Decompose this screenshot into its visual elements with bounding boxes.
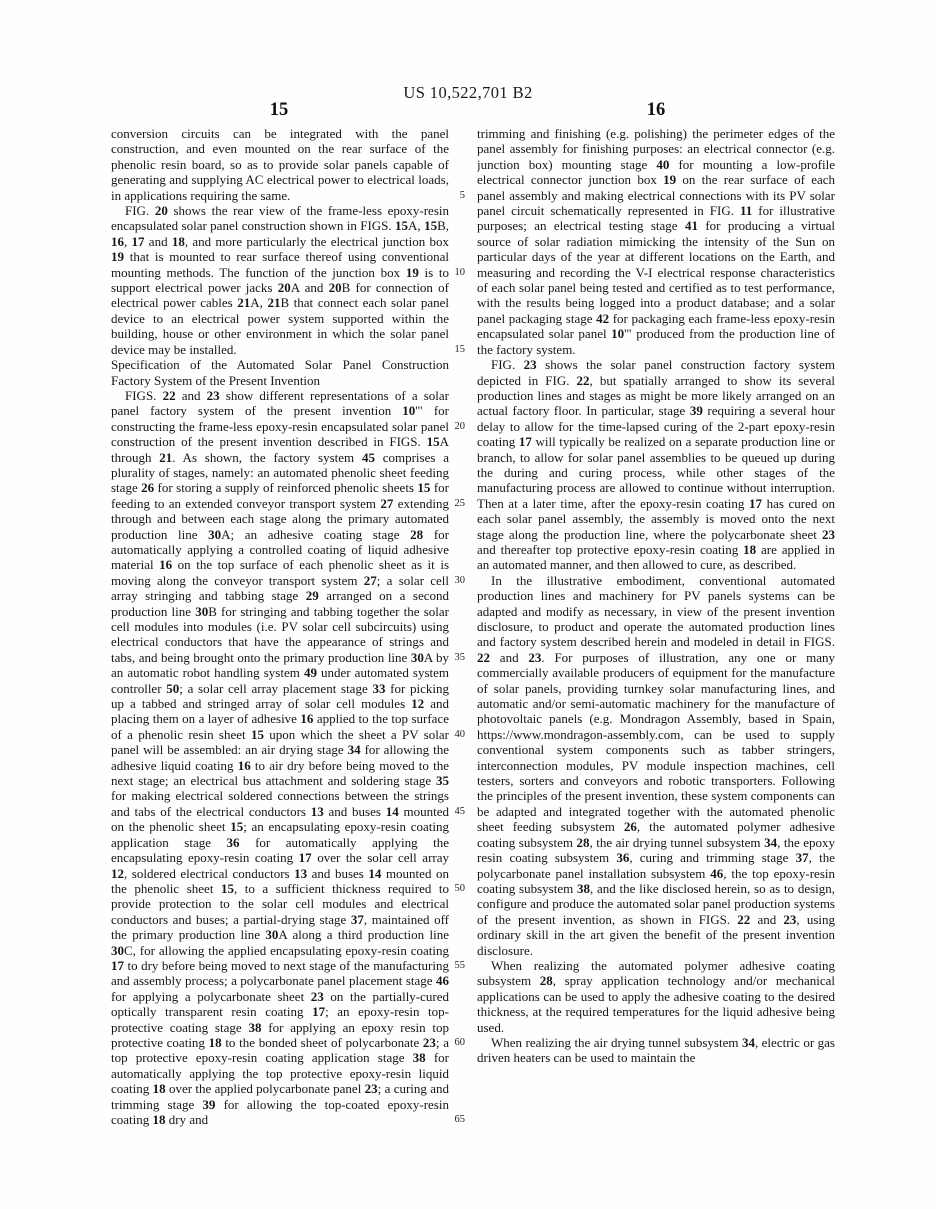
- reference-numeral: 15: [417, 480, 431, 496]
- line-number: 15: [454, 343, 465, 355]
- reference-numeral: 30: [208, 526, 222, 542]
- reference-numeral: 34: [741, 1034, 755, 1050]
- column-number-left: 15: [269, 100, 289, 120]
- reference-numeral: 28: [576, 834, 590, 850]
- reference-numeral: 16: [237, 757, 251, 773]
- reference-numeral: 12: [411, 696, 425, 712]
- reference-numeral: 26: [623, 819, 637, 835]
- reference-numeral: 18: [152, 1112, 166, 1127]
- line-number: 5: [459, 189, 465, 201]
- reference-numeral: 41: [684, 218, 698, 234]
- reference-numeral: 21: [237, 295, 251, 311]
- paragraph: FIGS. 22 and 23 show different representations of a solar panel factory system of the present invention 10'" for constructing the frame-less epoxy-resin encapsulated solar panel construction of the present invention described in FIGS. 15A through 21. As shown, the factory system 45 comprises a plurality of stages, namely: an automated phenolic sheet feeding stage 26 for storing a supply of reinforced phenolic sheets 15 for feeding to an extended conveyor transport system 27 extending through and between each stage along the primary automated production line 30A; an adhesive coating stage 28 for automatically applying a controlled coating of liquid adhesive material 16 on the top surface of each phenolic sheet as it is moving along the conveyor transport system 27; a solar cell array stringing and tabbing stage 29 arranged on a second production line 30B for stringing and tabbing together the solar cell modules into modules (i.e. PV solar cell subcircuits) using electrical conductors that have the appearance of strings and tabs, and being brought onto the primary production line 30A by an automatic robot handling system 49 under automated system controller 50; a solar cell array placement stage 33 for picking up a tabbed and stringed array of solar cell modules 12 and placing them on a layer of adhesive 16 applied to the top surface of a phenolic resin sheet 15 upon which the sheet a PV solar panel will be assembled: an air drying stage 34 for allowing the adhesive liquid coating 16 to air dry before being moved to the next stage; an electrical bus attachment and soldering stage 35 for making electrical soldered connections between the strings and tabs of the electrical conductors 13 and buses 14 mounted on the phenolic sheet 15; an encapsulating epoxy-resin coating application stage 36 for automatically applying the encapsulating epoxy-resin coating 17 over the solar cell array 12, soldered electrical conductors 13 and buses 14 mounted on the phenolic sheet 15, to a sufficient thickness required to provide protection to the solar cell modules and electrical conductors and buses; a partial-drying stage 37, maintained off the primary production line 30A along a third production line 30C, for allowing the applied encapsulating epoxy-resin coating 17 to dry before being moved to next stage of the manufacturing and assembly process; a polycarbonate panel placement stage 46 for applying a polycarbonate sheet 23 on the partially-cured optically transparent resin coating 17; an epoxy-resin top-protective coating stage 38 for applying an epoxy resin top protective coating 18 to the bonded sheet of polycarbonate 23; a top protective epoxy-resin coating application stage 38 for automatically applying the top protective epoxy-resin liquid coating 18 over the applied polycarbonate panel 23; a curing and trimming stage 39 for allowing the top-coated epoxy-resin coating 18 dry and: [111, 387, 449, 1127]
- line-number: 50: [454, 882, 465, 894]
- paragraph: Specification of the Automated Solar Panel Construction Factory System of the Present Invention: [111, 357, 449, 388]
- reference-numeral: 27: [363, 572, 377, 588]
- reference-numeral: 19: [405, 264, 419, 280]
- reference-numeral: 35: [436, 773, 449, 789]
- reference-numeral: 18: [152, 1081, 166, 1097]
- reference-numeral: 14: [385, 803, 399, 819]
- reference-numeral: 15: [220, 880, 234, 896]
- reference-numeral: 16: [159, 557, 173, 573]
- line-number: 60: [454, 1036, 465, 1048]
- reference-numeral: 23: [523, 357, 537, 373]
- reference-numeral: 17: [749, 495, 763, 511]
- reference-numeral: 38: [248, 1019, 262, 1035]
- reference-numeral: 28: [410, 526, 424, 542]
- reference-numeral: 21: [159, 449, 173, 465]
- reference-numeral: 19: [111, 249, 124, 265]
- reference-numeral: 21: [267, 295, 281, 311]
- paragraph: FIG. 23 shows the solar panel construction factory system depicted in FIG. 22, but spatially arranged to show its several production lines and stages as might be more likely arranged on an actual factory floor. In particular, stage 39 requiring a several hour delay to allow for the time-lapsed curing of the 2-part epoxy-resin coating 17 will typically be realized on a separate production line or branch, to allow for solar panel assemblies to be queued up during the during and curing process, while other stages of the manufacturing process are allowed to continue without interruption. Then at a later time, after the epoxy-resin coating 17 has cured on each solar panel assembly, the assembly is moved onto the next stage along the production line, where the polycarbonate sheet 23 and thereafter top protective epoxy-resin coating 18 are applied in an automated manner, and then allowed to cure, as described.: [477, 357, 835, 573]
- reference-numeral: 15: [424, 218, 438, 234]
- line-number: 35: [454, 651, 465, 663]
- reference-numeral: 11: [739, 203, 753, 219]
- reference-numeral: 17: [131, 233, 145, 249]
- reference-numeral: 13: [294, 865, 308, 881]
- line-number: 45: [454, 805, 465, 817]
- reference-numeral: 12: [111, 865, 124, 881]
- reference-numeral: 30: [195, 603, 209, 619]
- reference-numeral: 30: [410, 649, 424, 665]
- patent-number-header: US 10,522,701 B2: [403, 83, 533, 102]
- reference-numeral: 13: [310, 803, 324, 819]
- reference-numeral: 34: [764, 834, 778, 850]
- reference-numeral: 30: [111, 942, 124, 958]
- reference-numeral: 34: [347, 742, 361, 758]
- paragraph: conversion circuits can be integrated with the panel construction, and even mounted on the rear surface of the phenolic resin board, so as to provide solar panels capable of generating and supplying AC electrical power to electrical loads, in applications requiring the same.: [111, 126, 449, 203]
- reference-numeral: 17: [312, 1004, 326, 1020]
- paragraph: FIG. 20 shows the rear view of the frame-less epoxy-resin encapsulated solar panel construction shown in FIGS. 15A, 15B, 16, 17 and 18, and more particularly the electrical junction box 19 that is mounted to rear surface thereof using conventional mounting methods. The function of the junction box 19 is to support electrical power jacks 20A and 20B for connection of electrical power cables 21A, 21B that connect each solar panel device to an electrical power system supported within the building, house or other environment in which the solar panel device may be installed.: [111, 203, 449, 357]
- reference-numeral: 22: [576, 372, 590, 388]
- reference-numeral: 23: [310, 988, 324, 1004]
- reference-numeral: 36: [226, 834, 240, 850]
- reference-numeral: 10: [402, 403, 416, 419]
- reference-numeral: 15: [250, 726, 264, 742]
- line-number: 55: [454, 959, 465, 971]
- reference-numeral: 46: [436, 973, 449, 989]
- text-column-left: [111, 126, 449, 1127]
- line-number: 20: [454, 420, 465, 432]
- reference-numeral: 23: [822, 526, 835, 542]
- reference-numeral: 23: [422, 1034, 436, 1050]
- line-number: 40: [454, 728, 465, 740]
- reference-numeral: 38: [576, 880, 590, 896]
- reference-numeral: 50: [166, 680, 180, 696]
- reference-numeral: 16: [300, 711, 314, 727]
- reference-numeral: 37: [795, 850, 809, 866]
- reference-numeral: 42: [596, 310, 610, 326]
- reference-numeral: 10: [611, 326, 625, 342]
- reference-numeral: 46: [710, 865, 724, 881]
- reference-numeral: 17: [298, 850, 312, 866]
- paragraph: When realizing the air drying tunnel subsystem 34, electric or gas driven heaters can be used to maintain the: [477, 1034, 835, 1066]
- paragraph: trimming and finishing (e.g. polishing) the perimeter edges of the panel assembly for finishing purposes: an electrical connector (e.g. junction box) mounting stage 40 for mounting a low-profile electrical connector junction box 19 on the rear surface of each panel assembly and making electrical connections with its PV solar panel circuit schematically represented in FIG. 11 for illustrative purposes; an electrical testing stage 41 for producing a virtual source of solar radiation mimicking the intensity of the Sun on particular days of the year at different locations on the Earth, and measuring and recording the V-I electrical response characteristics of each solar panel being tested and certified as to test performance, with the results being logged into a product database; and a solar panel packaging stage 42 for packaging each frame-less epoxy-resin encapsulated solar panel 10'" produced from the production line of the factory system.: [477, 126, 835, 357]
- reference-numeral: 14: [368, 865, 382, 881]
- paragraph: When realizing the automated polymer adhesive coating subsystem 28, spray application technology and/or mechanical applications can be used to apply the adhesive coating to the desired thickness, at the required temperatures for the liquid adhesive being used.: [477, 957, 835, 1035]
- reference-numeral: 17: [111, 957, 124, 973]
- reference-numeral: 18: [171, 233, 185, 249]
- reference-numeral: 37: [350, 911, 364, 927]
- reference-numeral: 30: [265, 927, 279, 943]
- reference-numeral: 23: [206, 387, 220, 403]
- line-number: 25: [454, 497, 465, 509]
- reference-numeral: 22: [162, 387, 176, 403]
- reference-numeral: 15: [395, 218, 409, 234]
- reference-numeral: 40: [656, 156, 670, 172]
- reference-numeral: 15: [230, 819, 244, 835]
- reference-numeral: 26: [141, 480, 155, 496]
- line-number: 65: [454, 1113, 465, 1125]
- reference-numeral: 22: [477, 649, 490, 665]
- reference-numeral: 19: [663, 172, 677, 188]
- reference-numeral: 20: [277, 280, 291, 296]
- reference-numeral: 23: [783, 911, 797, 927]
- line-number: 30: [454, 574, 465, 586]
- reference-numeral: 15: [426, 434, 440, 450]
- reference-numeral: 38: [412, 1050, 426, 1066]
- reference-numeral: 16: [111, 233, 124, 249]
- reference-numeral: 27: [380, 495, 394, 511]
- line-number: 10: [454, 266, 465, 278]
- reference-numeral: 20: [328, 280, 342, 296]
- paragraph: In the illustrative embodiment, conventional automated production lines and machinery for PV panels systems can be adapted and modify as necessary, in view of the present invention disclosure, to product and operate the automated production lines and factory system described herein and modeled in detail in FIGS. 22 and 23. For purposes of illustration, any one or many commercially available producers of equipment for the manufacture of solar panels, providing turnkey solar manufacturing lines, and automatic and/or semi-automatic machinery for the manufacture of photovoltaic panels (e.g. Mondragon Assembly, based in Spain, https://www.mondragon-assembly.com, can be used to supply conventional system components such as tabber stringers, interconnection modules, PV module inspection machines, cell testers, sorters and conveyors and robotic transporters. Following the principles of the present invention, these system components can be adapted and integrated together with the automated phenolic sheet feeding subsystem 26, the automated polymer adhesive coating subsystem 28, the air drying tunnel subsystem 34, the epoxy resin coating subsystem 36, curing and trimming stage 37, the polycarbonate panel installation subsystem 46, the top epoxy-resin coating subsystem 38, and the like disclosed herein, so as to design, configure and produce the automated solar panel production systems of the present invention, as shown in FIGS. 22 and 23, using ordinary skill in the art given the benefit of the present invention disclosure.: [477, 572, 835, 958]
- reference-numeral: 23: [364, 1081, 378, 1097]
- reference-numeral: 45: [361, 449, 375, 465]
- reference-numeral: 29: [305, 588, 319, 604]
- reference-numeral: 36: [616, 850, 630, 866]
- reference-numeral: 17: [518, 434, 532, 450]
- reference-numeral: 49: [303, 665, 317, 681]
- reference-numeral: 18: [743, 541, 757, 557]
- reference-numeral: 22: [737, 911, 751, 927]
- reference-numeral: 39: [202, 1096, 216, 1112]
- column-number-right: 16: [646, 100, 666, 120]
- reference-numeral: 39: [689, 403, 703, 419]
- text-column-right: [477, 126, 835, 1066]
- reference-numeral: 23: [528, 649, 542, 665]
- reference-numeral: 28: [539, 973, 553, 989]
- reference-numeral: 20: [154, 203, 168, 219]
- reference-numeral: 18: [208, 1034, 222, 1050]
- reference-numeral: 33: [372, 680, 386, 696]
